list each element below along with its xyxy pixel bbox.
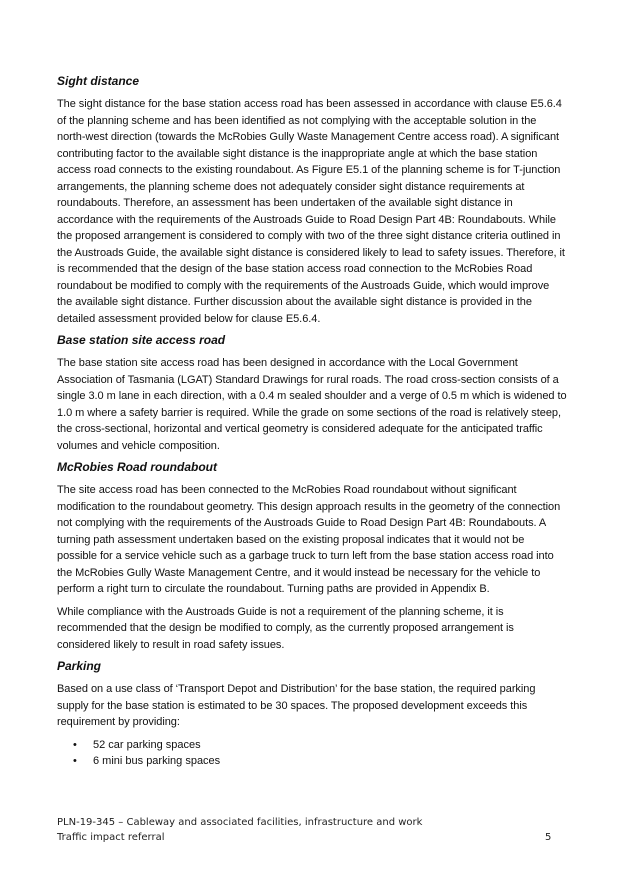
document-body — [57, 74, 567, 770]
section-heading: McRobies Road roundabout — [57, 460, 217, 474]
section-sight-distance — [57, 74, 567, 327]
page-footer — [57, 815, 557, 845]
list-item-text: 52 car parking spaces — [93, 738, 201, 751]
bullet-icon: • — [73, 755, 77, 767]
section-heading: Sight distance — [57, 74, 140, 88]
section-parking — [57, 659, 567, 770]
page-number: 5 — [545, 832, 552, 843]
paragraph: The site access road has been connected to the McRobies Road roundabout without significant modification to the roundabout geometry. This design approach results in the geometry of the connection not complying with the requirements of the Austroads Guide to Road Design Part 4B: Roundabouts. A turning path assessment undertaken based on the existing proposal indicates that it would not be possible for a service vehicle such as a garbage truck to turn left from the base station access road into the McRobies Gully Waste Management Centre, and it would instead be necessary for the vehicle to perform a right turn to circulate the roundabout. Turning paths are provided in Appendix B. — [57, 484, 561, 595]
section-heading: Parking — [57, 659, 102, 673]
list-item — [57, 753, 567, 770]
paragraph: Based on a use class of ‘Transport Depot and Distribution’ for the base station, the required parking supply for the base station is estimated to be 30 spaces. The proposed development exceeds this requirement by providing: — [57, 683, 536, 728]
bullet-list — [57, 737, 567, 770]
section-mcrobies-roundabout — [57, 460, 567, 653]
bullet-icon: • — [73, 738, 77, 751]
section-heading: Base station site access road — [57, 333, 226, 347]
paragraph: The base station site access road has been designed in accordance with the Local Government Association of Tasmania (LGAT) Standard Drawings for rural roads. The road cross-section consists of a single 3.0 m lane in each direction, with a 0.4 m sealed shoulder and a verge of 0.5 m which is widened to 1.0 m where a safety barrier is required. While the grade on some sections of the road is relatively steep, the cross-sectional, horizontal and vertical geometry is considered adequate for the anticipated traffic volumes and vehicle composition. — [57, 357, 567, 452]
list-item-text: 6 mini bus parking spaces — [93, 755, 221, 767]
paragraph: While compliance with the Austroads Guide is not a requirement of the planning scheme, it is recommended that the design be modified to comply, as the currently proposed arrangement is considered likely to result in road safety issues. — [57, 605, 514, 651]
paragraph: The sight distance for the base station access road has been assessed in accordance with clause E5.6.4 of the planning scheme and has been identified as not complying with the acceptable solution in the north-west direction (towards the McRobies Gully Waste Management Centre access road). A significant contributing factor to the available sight distance is the inappropriate angle at which the base station access road connects to the existing roundabout. As Figure E5.1 of the planning scheme is for T-junction arrangements, the planning scheme does not adequately consider sight distance requirements at roundabouts. Therefore, an assessment has been undertaken of the available sight distance in accordance with the requirements of the Austroads Guide to Road Design Part 4B: Roundabouts. While the proposed arrangement is considered to comply with two of the three sight distance criteria outlined in the Austroads Guide, the available sight distance is considered likely to lead to safety issues. Therefore, it is recommended that the design of the base station access road connection to the McRobies Road roundabout be modified to comply with the requirements of the Austroads Guide, which would improve the available sight distance. Further discussion about the available sight distance is provided in the detailed assessment provided below for clause E5.6.4. — [57, 98, 565, 325]
footer-document-subtitle: Traffic impact referral — [57, 832, 165, 843]
footer-document-title: PLN-19-345 – Cableway and associated facilities, infrastructure and work — [57, 817, 423, 828]
list-item — [57, 737, 567, 754]
section-base-station-access-road — [57, 333, 567, 454]
